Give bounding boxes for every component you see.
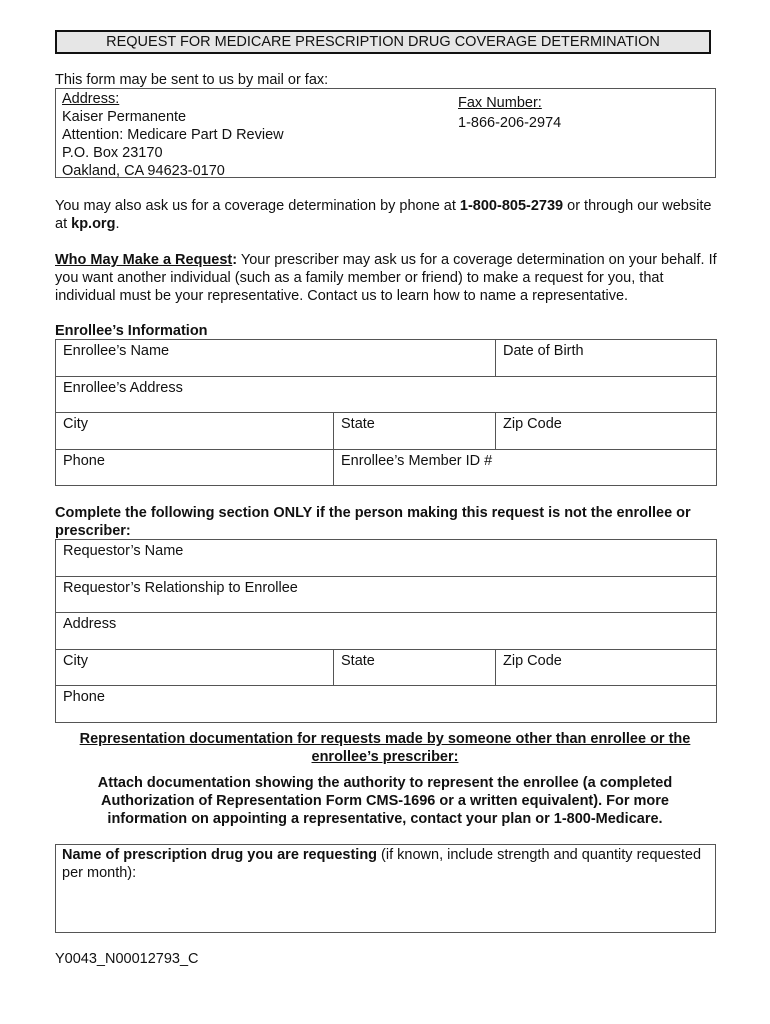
requestor-city-field[interactable]: City: [56, 650, 334, 686]
form-title: REQUEST FOR MEDICARE PRESCRIPTION DRUG COVERAGE DETERMINATION: [55, 30, 711, 54]
phone-text: You may also ask us for a coverage determination by phone at: [55, 198, 460, 214]
enrollee-name-field[interactable]: Enrollee’s Name: [56, 340, 496, 377]
enrollee-heading: Enrollee’s Information: [55, 323, 208, 339]
who-may-heading: Who May Make a Request: [55, 252, 233, 268]
phone-number: 1-800-805-2739: [459, 198, 564, 214]
address-box: [55, 88, 716, 178]
member-id-field[interactable]: Enrollee’s Member ID #: [334, 450, 717, 486]
requestor-phone-field[interactable]: Phone: [56, 686, 717, 723]
drug-request-box[interactable]: [55, 844, 716, 933]
enrollee-city-field[interactable]: City: [56, 413, 334, 450]
requestor-heading: Complete the following section ONLY if the person making this request is not the enrollee or prescriber:: [55, 505, 691, 539]
drug-note: (if known, include strength and quantity requested per month):: [62, 847, 702, 881]
requestor-address-field[interactable]: Address: [56, 613, 717, 650]
address-line: Oakland, CA 94623-0170: [62, 163, 225, 179]
representation-heading: Representation documentation for requests made by someone other than enrollee or the enrollee’s prescriber:: [79, 731, 691, 765]
intro-text: This form may be sent to us by mail or fax:: [55, 72, 329, 88]
requestor-name-field[interactable]: Requestor’s Name: [56, 540, 717, 577]
enrollee-state-field[interactable]: State: [334, 413, 496, 450]
dob-field[interactable]: Date of Birth: [496, 340, 717, 377]
address-label: Address:: [62, 91, 120, 107]
footer-code: Y0043_N00012793_C: [55, 951, 199, 967]
representation-text: Attach documentation showing the authority to represent the enrollee (a completed Authorization of Representation Form CMS-1696 or a written equivalent). For more information on appointing a representative, contact your plan or 1-800-Medicare.: [97, 775, 673, 827]
fax-label: Fax Number:: [458, 95, 542, 111]
requestor-table: [55, 539, 717, 723]
drug-label: Name of prescription drug you are requesting: [62, 847, 378, 863]
website-link: kp.org: [71, 216, 116, 232]
phone-paragraph: [55, 197, 715, 233]
requestor-zip-field[interactable]: Zip Code: [496, 650, 717, 686]
requestor-relationship-field[interactable]: Requestor’s Relationship to Enrollee: [56, 577, 717, 613]
address-line: P.O. Box 23170: [62, 145, 163, 161]
enrollee-table: [55, 339, 717, 486]
requestor-state-field[interactable]: State: [334, 650, 496, 686]
address-line: Attention: Medicare Part D Review: [62, 127, 284, 143]
enrollee-zip-field[interactable]: Zip Code: [496, 413, 717, 450]
period: .: [115, 216, 120, 232]
website-text: or through our website at: [55, 198, 712, 232]
who-may-paragraph: [55, 251, 720, 305]
fax-number: 1-866-206-2974: [458, 115, 562, 131]
who-may-colon: :: [232, 252, 238, 268]
who-may-text: Your prescriber may ask us for a coverage determination on your behalf. If you want another individual (such as a family member or friend) to make a request for you, that individual must be your representative. Contact us to learn how to name a representative.: [55, 252, 717, 304]
enrollee-phone-field[interactable]: Phone: [56, 450, 334, 486]
enrollee-address-field[interactable]: Enrollee’s Address: [56, 377, 717, 413]
address-line: Kaiser Permanente: [62, 109, 187, 125]
